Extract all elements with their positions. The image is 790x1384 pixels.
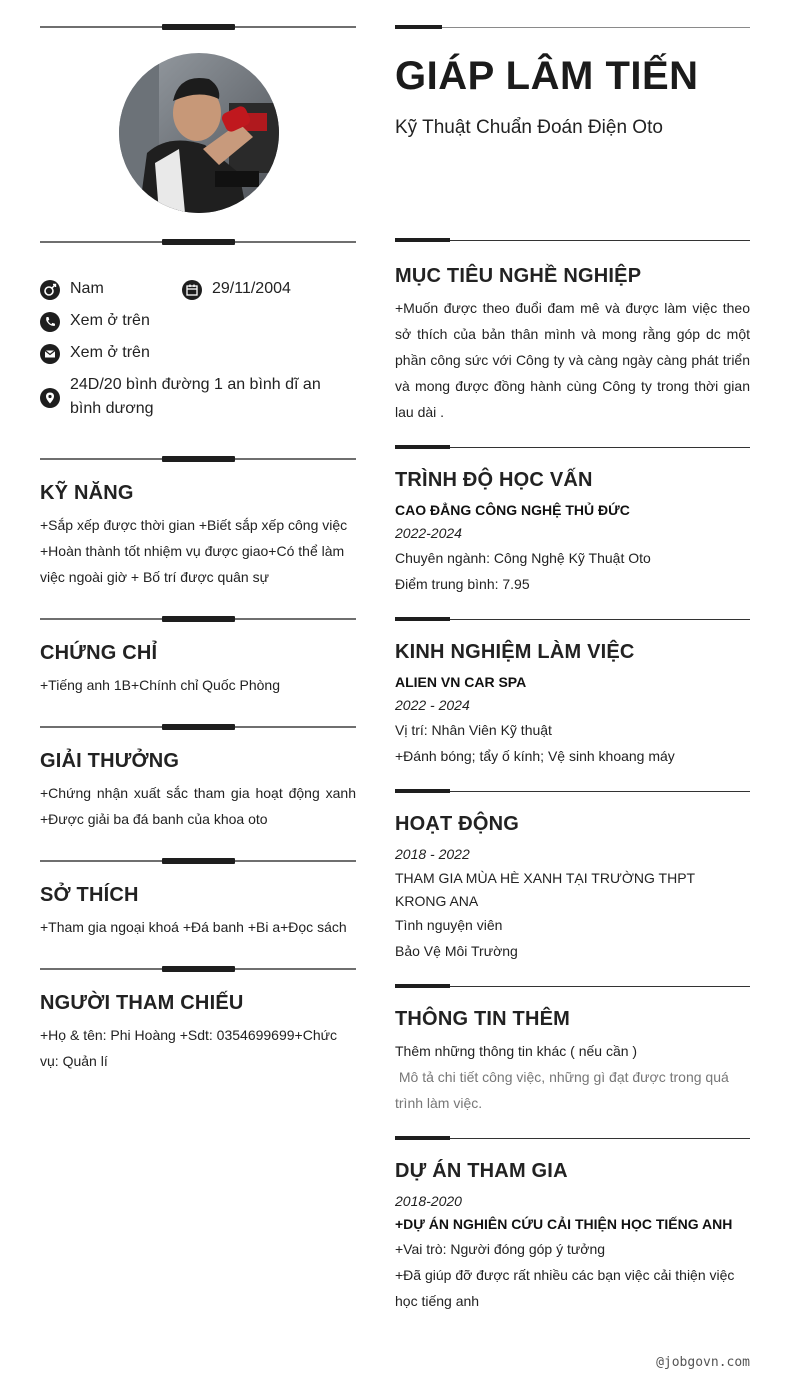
divider [40,723,356,731]
activities-period: 2018 - 2022 [395,846,470,862]
experience-tasks: +Đánh bóng; tẩy ố kính; Vệ sinh khoang máy [395,748,675,764]
projects-title: DỰ ÁN THAM GIA [395,1160,568,1182]
mail-icon [40,344,60,364]
awards-text: +Chứng nhận xuất sắc tham gia hoạt động xanh +Được giải ba đá banh của khoa oto [40,785,356,827]
email-value: Xem ở trên [70,344,150,361]
activities-event: THAM GIA MÙA HÈ XANH TẠI TRƯỜNG THPT KRONG ANA [395,870,695,909]
education-period: 2022-2024 [395,525,462,541]
candidate-name: GIÁP LÂM TIẾN [395,54,699,98]
projects-result: +Đã giúp đỡ được rất nhiều các bạn việc cải thiện việc học tiếng anh [395,1267,735,1309]
divider [40,238,356,246]
activities-detail: Bảo Vệ Môi Trường [395,943,518,959]
projects-period: 2018-2020 [395,1193,462,1209]
experience-period: 2022 - 2024 [395,697,470,713]
address-value: 24D/20 bình đường 1 an bình dĩ an bình dương [70,376,321,417]
certificates-text: +Tiếng anh 1B+Chính chỉ Quốc Phòng [40,677,280,693]
phone-row [40,309,356,333]
references-title: NGƯỜI THAM CHIẾU [40,992,244,1014]
gender-value: Nam [70,280,104,297]
avatar [119,53,279,213]
skills-text: +Sắp xếp được thời gian +Biết sắp xếp công việc +Hoàn thành tốt nhiệm vụ được giao+Có thể làm việc ngoài giờ + Bố trí được quân sự [40,517,348,585]
projects-name: +DỰ ÁN NGHIÊN CỨU CẢI THIỆN HỌC TIẾNG ANH [395,1216,733,1232]
skills-title: KỸ NĂNG [40,482,134,504]
divider [395,1136,750,1142]
certificates-title: CHỨNG CHỈ [40,642,158,664]
divider [395,238,750,244]
email-row [40,341,356,365]
divider [40,455,356,463]
gender-row [40,277,190,301]
activities-title: HOẠT ĐỘNG [395,813,520,835]
hobbies-text: +Tham gia ngoại khoá +Đá banh +Bi a+Đọc sách [40,919,347,935]
divider [40,23,356,31]
birthdate-row [182,277,356,301]
divider [40,965,356,973]
divider [40,615,356,623]
experience-title: KINH NGHIỆM LÀM VIỆC [395,641,635,663]
avatar-photo-icon [119,53,279,213]
education-title: TRÌNH ĐỘ HỌC VẤN [395,469,593,491]
divider [40,857,356,865]
activities-role: Tình nguyện viên [395,917,503,933]
extra-title: THÔNG TIN THÊM [395,1008,571,1030]
projects-role: +Vai trò: Người đóng góp ý tưởng [395,1241,606,1257]
education-gpa: Điểm trung bình: 7.95 [395,576,530,592]
birthdate-value: 29/11/2004 [212,280,291,297]
divider [395,445,750,451]
objective-title: MỤC TIÊU NGHỀ NGHIỆP [395,265,642,287]
education-school: CAO ĐẲNG CÔNG NGHỆ THỦ ĐỨC [395,502,630,518]
gender-icon [40,280,60,300]
divider [395,617,750,623]
location-pin-icon [40,388,60,408]
extra-line1: Thêm những thông tin khác ( nếu cần ) [395,1043,638,1059]
address-row [40,373,356,421]
experience-company: ALIEN VN CAR SPA [395,674,527,690]
calendar-icon [182,280,202,300]
hobbies-title: SỞ THÍCH [40,884,139,906]
experience-position: Vị trí: Nhân Viên Kỹ thuật [395,722,552,738]
phone-value: Xem ở trên [70,312,150,329]
extra-line2: Mô tả chi tiết công việc, những gì đạt được trong quá trình làm việc. [395,1069,733,1111]
education-major: Chuyên ngành: Công Nghệ Kỹ Thuật Oto [395,550,651,566]
objective-text: +Muốn được theo đuổi đam mê và được làm việc theo sở thích của bản thân mình và mong rằng góp dc một phần công sức với Công ty và càng ngày càng phát triển và mong được đồng hành cùng Công ty trong thời gian lau dài . [395,300,750,420]
references-text: +Họ & tên: Phi Hoàng +Sdt: 0354699699+Chức vụ: Quản lí [40,1027,337,1069]
watermark-footer: @jobgovn.com [656,1355,750,1370]
divider [395,789,750,795]
awards-title: GIẢI THƯỞNG [40,750,180,772]
phone-icon [40,312,60,332]
divider [395,25,750,31]
candidate-role: Kỹ Thuật Chuẩn Đoán Điện Oto [395,117,663,138]
divider [395,984,750,990]
